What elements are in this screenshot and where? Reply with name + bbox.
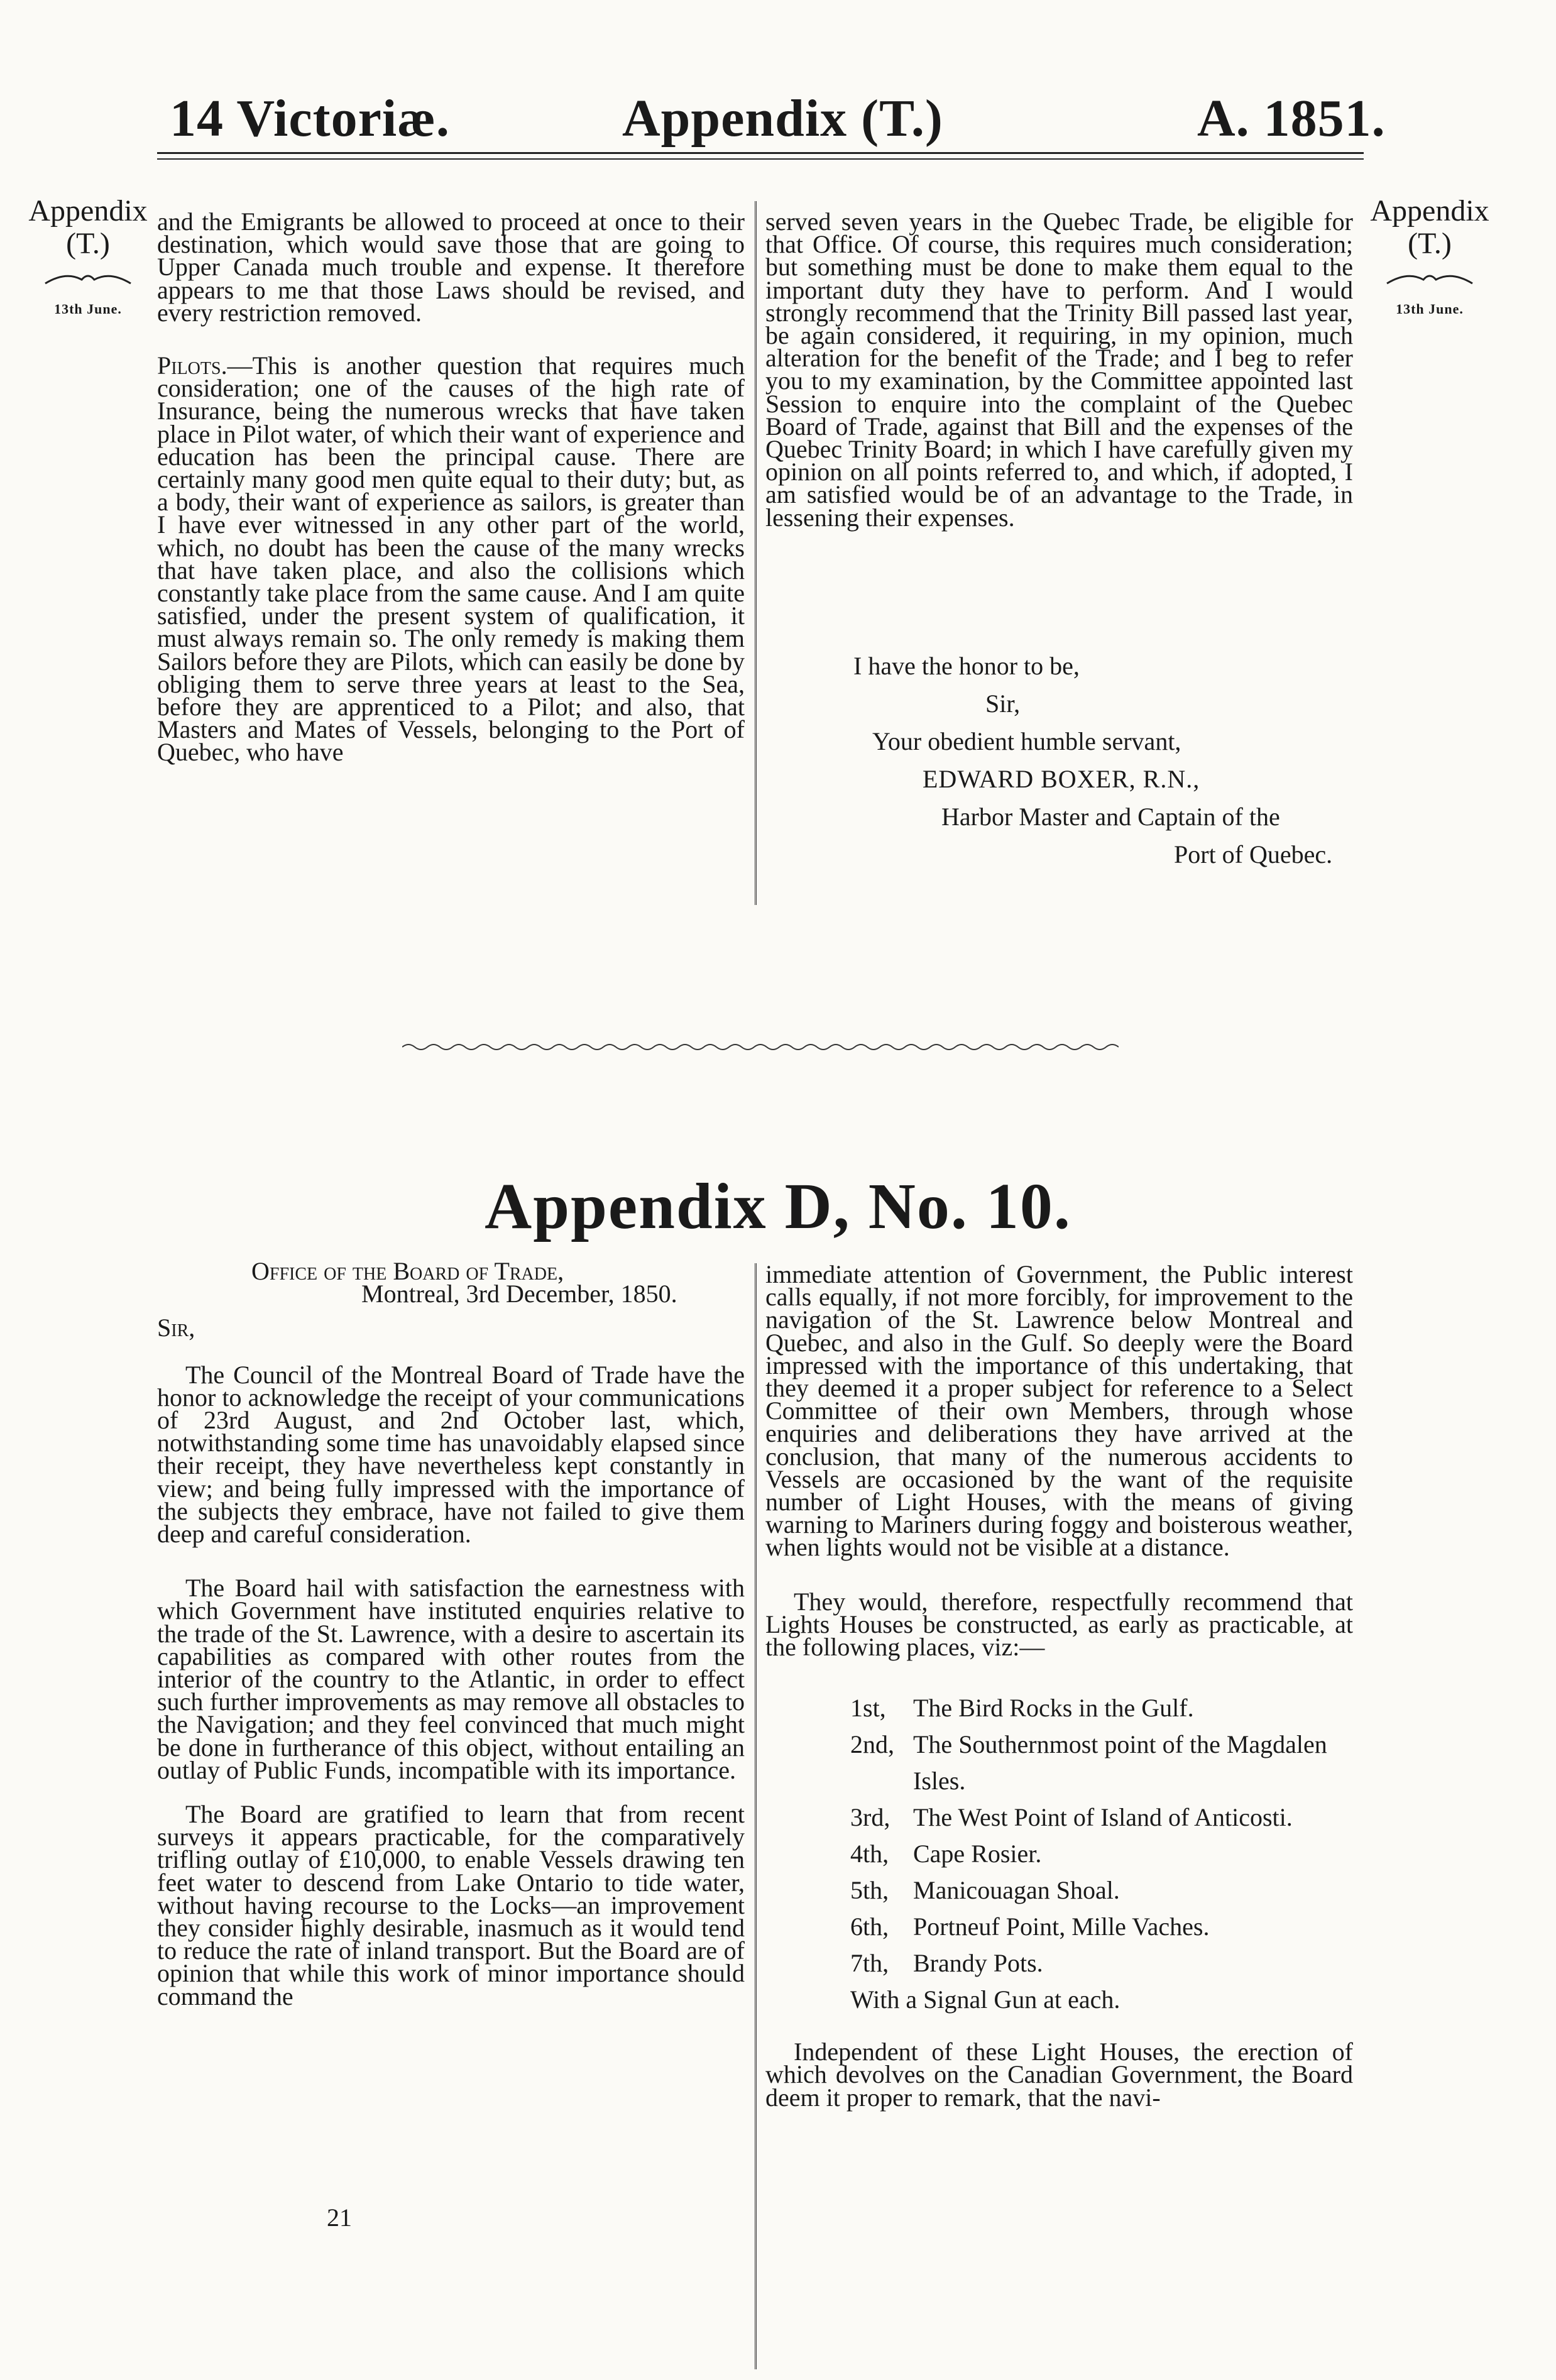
list-text: The Bird Rocks in the Gulf. xyxy=(913,1694,1194,1723)
list-text: Brandy Pots. xyxy=(913,1949,1043,1978)
paragraph: The Board are gratified to learn that from recent surveys it appears practicable, for the comparatively trifling outlay of £10,000, to enable Vessels drawing ten feet water to descend from Lake Ontario to tide water, without having recourse to the Locks—an improvement they consider highly desirable, inasmuch as it would tend to reduce the rate of inland transport. But the Board are of opinion that while this work of minor importance should command the xyxy=(157,1800,745,2010)
paragraph-pilots xyxy=(157,351,745,767)
paragraph: immediate attention of Government, the Public interest calls equally, if not more forcibly, for improvement to the navigation of the St. Lawrence below Montreal and Quebec, and also in the Gulf. So deeply were the Board impressed with the importance of this undertaking, that they deemed it a proper subject for reference to a Select Committee of their own Members, through whose enquiries and deliberations they have arrived at the conclusion, that many of the numerous accidents to Vessels are occasioned by the want of the requisite number of Light Houses, with the means of giving warning to Mariners during foggy and boisterous weather, when lights would not be visible at a distance. xyxy=(765,1260,1353,1562)
header-center: Appendix (T.) xyxy=(622,89,943,148)
signatory-title: Port of Quebec. xyxy=(1174,840,1333,869)
margin-sub: (T.) xyxy=(66,227,110,260)
list-item xyxy=(850,1799,1353,1836)
paragraph: served seven years in the Quebec Trade, be eligible for that Office. Of course, this requires much consideration; but something must be done to make them equal to the important duty they have to perform. And I would strongly recommend that the Trinity Bill passed last year, be again considered, it requiring, in my opinion, much alteration for the benefit of the Trade; and I beg to refer you to my examination, by the Committee appointed last Session to enquire into the complaint of the Quebec Board of Trade, against that Bill and the expenses of the Quebec Trinity Board; in which I have carefully given my opinion on all points referred to, and which, if adopted, I am satisfied would be of an advantage to the Trade, in lessening their expenses. xyxy=(765,207,1353,532)
letter-salutation: Sir, xyxy=(157,1313,195,1342)
letter-place-date: Montreal, 3rd December, 1850. xyxy=(361,1280,677,1308)
list-item xyxy=(850,1836,1353,1872)
margin-note-right xyxy=(1367,195,1493,326)
list-ordinal: 5th, xyxy=(850,1876,889,1905)
closing-line: Sir, xyxy=(985,689,1021,718)
margin-note-left xyxy=(25,195,151,326)
list-item xyxy=(850,1945,1353,1982)
list-item xyxy=(850,1909,1353,1945)
margin-label: Appendix xyxy=(28,194,148,228)
section-title: Appendix D, No. 10. xyxy=(485,1170,1071,1242)
header-rule-top xyxy=(157,152,1364,154)
list-text: Cape Rosier. xyxy=(913,1840,1042,1868)
paragraph: and the Emigrants be allowed to proceed at once to their destination, which would save those that are going to Upper Canada much trouble and expense. It therefore appears to me that those Laws should be revised, and every restriction removed. xyxy=(157,207,745,327)
list-ordinal: 4th, xyxy=(850,1840,889,1868)
pilots-heading: Pilots.— xyxy=(157,351,253,380)
paragraph: They would, therefore, respectfully recommend that Lights Houses be constructed, as early as practicable, at the following places, viz:— xyxy=(765,1587,1353,1662)
list-item xyxy=(850,1726,1353,1799)
flourish-icon xyxy=(44,271,132,286)
list-ordinal: 6th, xyxy=(850,1912,889,1941)
paragraph: The Board hail with satisfaction the earnestness with which Government have instituted enquiries relative to the trade of the St. Lawrence, with a desire to ascertain its capabilities as compared with other routes from the interior of the country to the Atlantic, in order to effect such further improvements as may remove all obstacles to the Navigation; and they feel convinced that much might be done in furtherance of this object, without entailing an outlay of Public Funds, incompatible with its importance. xyxy=(157,1574,745,1784)
list-item xyxy=(850,1872,1353,1909)
list-text: The Southernmost point of the Magdalen Isles. xyxy=(913,1730,1327,1796)
list-ordinal: 7th, xyxy=(850,1949,889,1978)
signatory-name: EDWARD BOXER, R.N., xyxy=(923,765,1200,793)
light-house-list xyxy=(765,1690,1353,2018)
top-left-column xyxy=(157,207,745,767)
bottom-left-column xyxy=(157,1257,745,2010)
pilots-text: This is another question that requires much consideration; one of the causes of the high rate of Insurance, being the numerous wrecks that have taken place in Pilot water, of which their want of experience and education has been the principal cause. There are certainly many good men quite equal to their duty; but, as a body, their want of experience as sailors, is greater than I have ever witnessed in any other part of the world, which, no doubt has been the cause of the many wrecks that have taken place, and also the collisions which constantly take place from the same cause. And I am quite satisfied, under the present system of qualification, it must always remain so. The only remedy is making them Sailors before they are Pilots, which can easily be done by obliging them to serve three years at least to the Sea, before they are apprenticed to a Pilot; and also, that Masters and Mates of Vessels, belonging to the Port of Quebec, who have xyxy=(157,351,745,767)
paragraph: The Council of the Montreal Board of Trade have the honor to acknowledge the receipt of your communications of 23rd August, and 2nd October last, which, notwithstanding some time has unavoidably elapsed since their receipt, they have nevertheless kept constantly in view; and being fully impressed with the importance of the subjects they embrace, have not failed to give them deep and careful consideration. xyxy=(157,1360,745,1549)
paragraph: Independent of these Light Houses, the erection of which devolves on the Canadian Government, the Board deem it proper to remark, that the navi- xyxy=(765,2037,1353,2112)
list-ordinal: 1st, xyxy=(850,1694,886,1723)
header-right: A. 1851. xyxy=(1197,89,1386,148)
list-text: Manicouagan Shoal. xyxy=(913,1876,1120,1905)
list-ordinal: 3rd, xyxy=(850,1803,890,1832)
list-ordinal: 2nd, xyxy=(850,1730,894,1759)
margin-date: 13th June. xyxy=(54,301,122,317)
top-right-column xyxy=(765,207,1353,532)
signal-note: With a Signal Gun at each. xyxy=(850,1985,1120,2014)
signatory-title: Harbor Master and Captain of the xyxy=(941,803,1280,831)
letter-office: Office of the Board of Trade, xyxy=(251,1257,564,1285)
flourish-icon xyxy=(1386,271,1474,286)
bottom-right-column xyxy=(765,1260,1353,2112)
margin-label: Appendix xyxy=(1370,194,1489,228)
closing-line: Your obedient humble servant, xyxy=(872,727,1181,755)
page-number: 21 xyxy=(327,2203,352,2232)
margin-date: 13th June. xyxy=(1396,301,1464,317)
closing-line: I have the honor to be, xyxy=(853,652,1080,680)
list-item xyxy=(850,1690,1353,1726)
wavy-separator xyxy=(402,1042,1119,1052)
header-left: 14 Victoriæ. xyxy=(170,89,450,148)
header-rule-bottom xyxy=(157,158,1364,160)
column-divider-top xyxy=(755,201,757,905)
column-divider-bottom xyxy=(755,1263,757,2369)
list-text: The West Point of Island of Anticosti. xyxy=(913,1803,1293,1832)
closing-block xyxy=(765,647,1353,874)
margin-sub: (T.) xyxy=(1408,227,1452,260)
list-text: Portneuf Point, Mille Vaches. xyxy=(913,1912,1210,1941)
